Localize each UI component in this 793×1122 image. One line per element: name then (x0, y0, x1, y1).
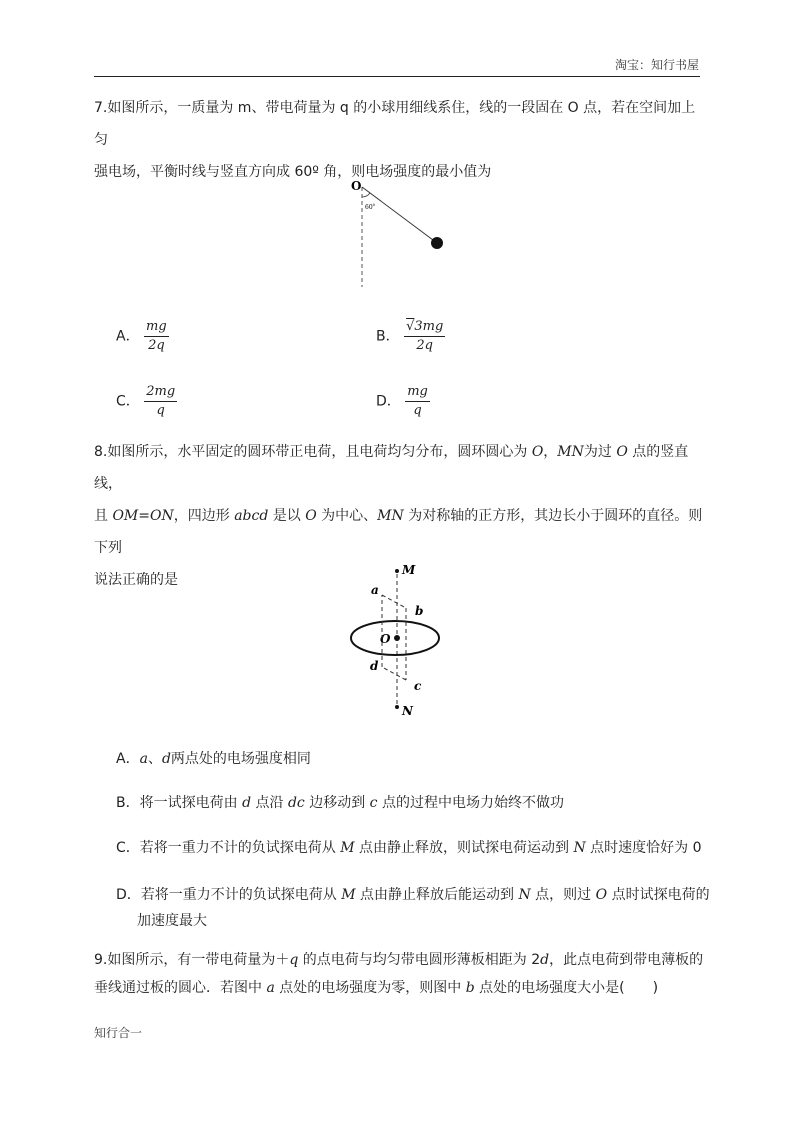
q8-label-c: c (414, 679, 422, 693)
q9-line-2: 垂线通过板的圆心．若图中 a 点处的电场强度为零，则图中 b 点处的电场强度大小是( ) (94, 980, 659, 996)
q7-pendulum-figure (340, 175, 460, 290)
q7-option-C-fraction: $\frac{2mg}{q}$ (146, 384, 176, 418)
q7-option-C: C． $\frac{2mg}{q}$ (116, 384, 176, 418)
q8-point-N (395, 705, 399, 709)
q8-point-M (395, 569, 399, 573)
q8-label-O: O (380, 632, 391, 646)
q8-label-M: M (402, 563, 416, 577)
q7-angle-label: $60^0$ (365, 202, 376, 211)
q7-line-2: 强电场，平衡时线与竖直方向成 60º 角，则电场强度的最小值为 (94, 164, 492, 180)
q7-option-D-fraction: $\frac{mg}{q}$ (407, 384, 428, 418)
q7-option-A: A． $\frac{mg}{2q}$ (116, 319, 167, 353)
q7-label-O: O (351, 179, 362, 193)
q8-option-A: A．a、d两点处的电场强度相同 (116, 751, 311, 767)
q8-option-C: C．若将一重力不计的负试探电荷从 M 点由静止释放，则试探电荷运动到 N 点时速度恰好为 0 (116, 840, 702, 856)
q7-line-1: 7.如图所示，一质量为 m、带电荷量为 q 的小球用细线系住，线的一段固在 O 点，若在空间加上匀 (94, 100, 696, 148)
q8-center-O (394, 635, 400, 641)
q8-option-D: D．若将一重力不计的负试探电荷从 M 点由静止释放后能运动到 N 点，则过 O 点时试探电荷的 加速度最大 (116, 887, 710, 929)
q7-string (362, 187, 437, 243)
q8-line-2: 且 OM=ON，四边形 abcd 是以 O 为中心、MN 为对称轴的正方形，其边长小于圆环的直径。则下列 (94, 508, 703, 556)
header-title: 淘宝：知行书屋 (614, 58, 699, 72)
q7-option-B-fraction: $\frac{√3mg}{2q}$ (406, 319, 444, 353)
footer-text: 知行合一 (94, 1026, 143, 1040)
q9-line-1: 9.如图所示，有一带电荷量为＋q 的点电荷与均匀带电圆形薄板相距为 2d，此点电荷到带电薄板的 (94, 952, 704, 968)
q7-option-B: B． $\frac{√3mg}{2q}$ (376, 319, 444, 353)
q7-option-D: D． $\frac{mg}{q}$ (376, 384, 428, 418)
q8-line-1: 8.如图所示，水平固定的圆环带正电荷，且电荷均匀分布，圆环圆心为 O，MN为过 O 点的竖直线， (94, 444, 689, 492)
question-7 (94, 92, 706, 188)
q8-label-b: b (415, 604, 424, 618)
q8-label-d: d (370, 659, 379, 673)
q7-ball (431, 237, 443, 249)
header-divider (94, 76, 700, 77)
q8-ring-figure (340, 558, 450, 720)
q8-line-3: 说法正确的是 (94, 572, 178, 588)
q8-option-B: B．将一试探电荷由 d 点沿 dc 边移动到 c 点的过程中电场力始终不做功 (116, 795, 564, 811)
question-9 (94, 946, 706, 1002)
q8-label-a: a (371, 583, 379, 597)
q7-angle-arc (362, 193, 370, 197)
q7-option-A-fraction: $\frac{mg}{2q}$ (146, 319, 167, 353)
q8-label-N: N (402, 704, 413, 718)
